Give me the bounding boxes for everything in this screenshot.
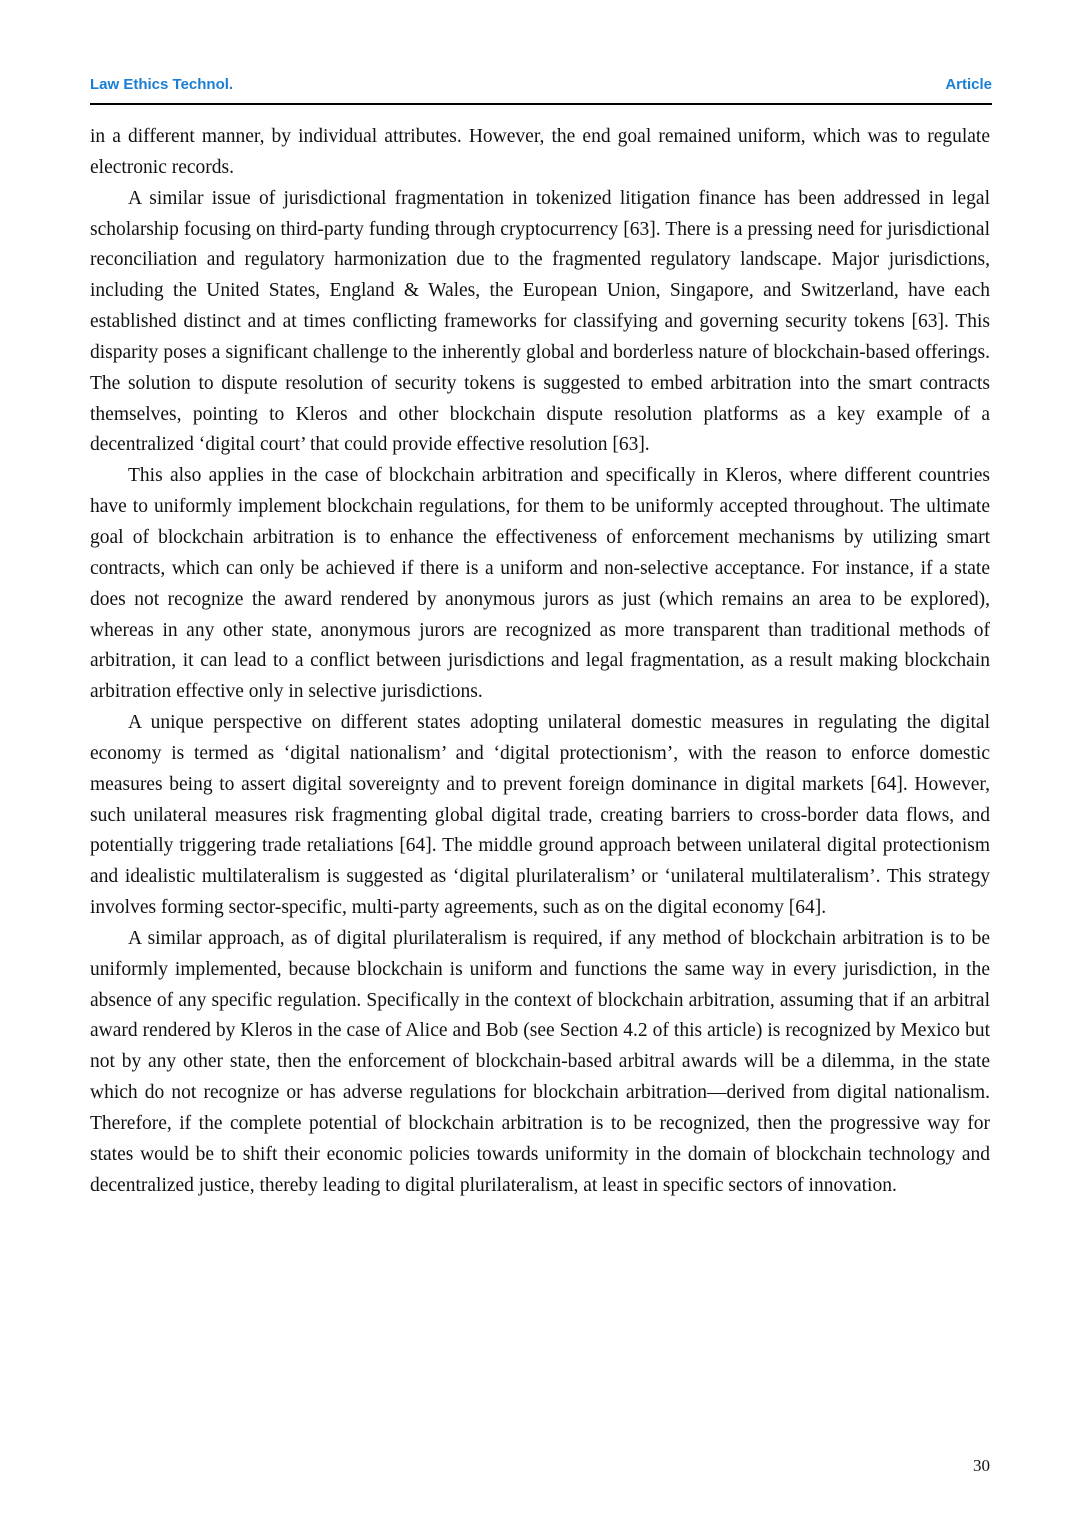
page-number: 30: [973, 1456, 990, 1475]
journal-name: Law Ethics Technol.: [90, 76, 234, 93]
running-header: [90, 76, 992, 98]
paragraph: A similar issue of jurisdictional fragmentation in tokenized litigation finance has been addressed in legal scholarship focusing on third-party funding through cryptocurrency [63]. There is a pressing need for jurisdictional reconciliation and regulatory harmonization due to the fragmented regulatory landscape. Major jurisdictions, including the United States, England & Wales, the European Union, Singapore, and Switzerland, have each established distinct and at times conflicting frameworks for classifying and governing security tokens [63]. This disparity poses a significant challenge to the inherently global and borderless nature of blockchain-based offerings. The solution to dispute resolution of security tokens is suggested to embed arbitration into the smart contracts themselves, pointing to Kleros and other blockchain dispute resolution platforms as a key example of a decentralized ‘digital court’ that could provide effective resolution [63].: [90, 187, 990, 456]
header-divider: [90, 103, 992, 105]
paragraph: A unique perspective on different states adopting unilateral domestic measures in regulating the digital economy is termed as ‘digital nationalism’ and ‘digital protectionism’, with the reason to enforce domestic measures being to assert digital sovereignty and to prevent foreign dominance in digital markets [64]. However, such unilateral measures risk fragmenting global digital trade, creating barriers to cross-border data flows, and potentially triggering trade retaliations [64]. The middle ground approach between unilateral digital protectionism and idealistic multilateralism is suggested as ‘digital plurilateralism’ or ‘unilateral multilateralism’. This strategy involves forming sector-specific, multi-party agreements, such as on the digital economy [64].: [90, 712, 990, 919]
article-body: [90, 122, 990, 1202]
article-type-label: Article: [945, 76, 992, 93]
paragraph: A similar approach, as of digital plurilateralism is required, if any method of blockchain arbitration is to be uniformly implemented, because blockchain is uniform and functions the same way in every jurisdiction, in the absence of any specific regulation. Specifically in the context of blockchain arbitration, assuming that if an arbitral award rendered by Kleros in the case of Alice and Bob (see Section 4.2 of this article) is recognized by Mexico but not by any other state, then the enforcement of blockchain-based arbitral awards will be a dilemma, in the state which do not recognize or has adverse regulations for blockchain arbitration—derived from digital nationalism. Therefore, if the complete potential of blockchain arbitration is to be recognized, then the progressive way for states would be to shift their economic policies towards uniformity in the domain of blockchain technology and decentralized justice, thereby leading to digital plurilateralism, at least in specific sectors of innovation.: [90, 927, 990, 1196]
paragraph-continued: in a different manner, by individual attributes. However, the end goal remained uniform, which was to regulate electronic records.: [90, 126, 990, 178]
paragraph: This also applies in the case of blockchain arbitration and specifically in Kleros, where different countries have to uniformly implement blockchain regulations, for them to be uniformly accepted throughout. The ultimate goal of blockchain arbitration is to enhance the effectiveness of enforcement mechanisms by utilizing smart contracts, which can only be achieved if there is a uniform and non-selective acceptance. For instance, if a state does not recognize the award rendered by anonymous jurors as just (which remains an area to be explored), whereas in any other state, anonymous jurors are recognized as more transparent than traditional methods of arbitration, it can lead to a conflict between jurisdictions and legal fragmentation, as a result making blockchain arbitration effective only in selective jurisdictions.: [90, 465, 990, 703]
